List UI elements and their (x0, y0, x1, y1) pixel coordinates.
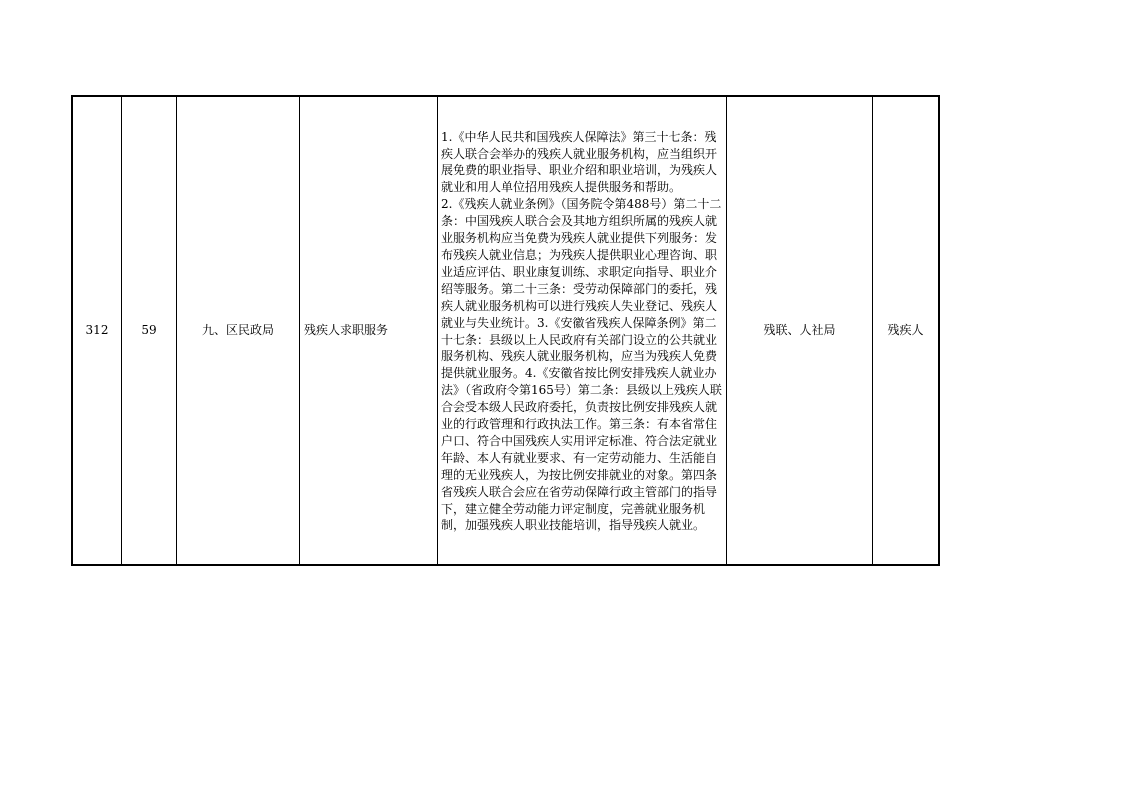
sub-serial-cell: 59 (122, 97, 177, 565)
service-name-cell: 残疾人求职服务 (300, 97, 438, 565)
table-row (73, 97, 939, 565)
service-list-table (72, 96, 939, 565)
legal-basis-cell (438, 97, 727, 565)
implementing-units-cell: 残联、人社局 (727, 97, 873, 565)
serial-number-cell: 312 (73, 97, 122, 565)
service-target-cell: 残疾人 (873, 97, 939, 565)
department-cell: 九、区民政局 (177, 97, 300, 565)
legal-basis-text: 1.《中华人民共和国残疾人保障法》第三十七条：残疾人联合会举办的残疾人就业服务机构，应当组织开展免费的职业指导、职业介绍和职业培训，为残疾人就业和用人单位招用残疾人提供服务和帮助。 2.《残疾人就业条例》（国务院令第488号）第二十二条：中国残疾人联合会及其地方组织所属的残疾人就业服务机构应当免费为残疾人就业提供下列服务：发布残疾人就业信息；为残疾人提供职业心理咨询、职业适应评估、职业康复训练、求职定向指导、职业介绍等服务。第二十三条：受劳动保障部门的委托，残疾人就业服务机构可以进行残疾人失业登记、残疾人就业与失业统计。3.《安徽省残疾人保障条例》第二十七条：县级以上人民政府有关部门设立的公共就业服务机构、残疾人就业服务机构，应当为残疾人免费提供就业服务。4.《安徽省按比例安排残疾人就业办法》（省政府令第165号）第二条：县级以上残疾人联合会受本级人民政府委托，负责按比例安排残疾人就业的行政管理和行政执法工作。第三条：有本省常住户口、符合中国残疾人实用评定标准、符合法定就业年龄、本人有就业要求、有一定劳动能力、生活能自理的无业残疾人，为按比例安排就业的对象。第四条 省残疾人联合会应在省劳动保障行政主管部门的指导下，建立健全劳动能力评定制度，完善就业服务机制，加强残疾人职业技能培训，指导残疾人就业。 (441, 129, 722, 533)
